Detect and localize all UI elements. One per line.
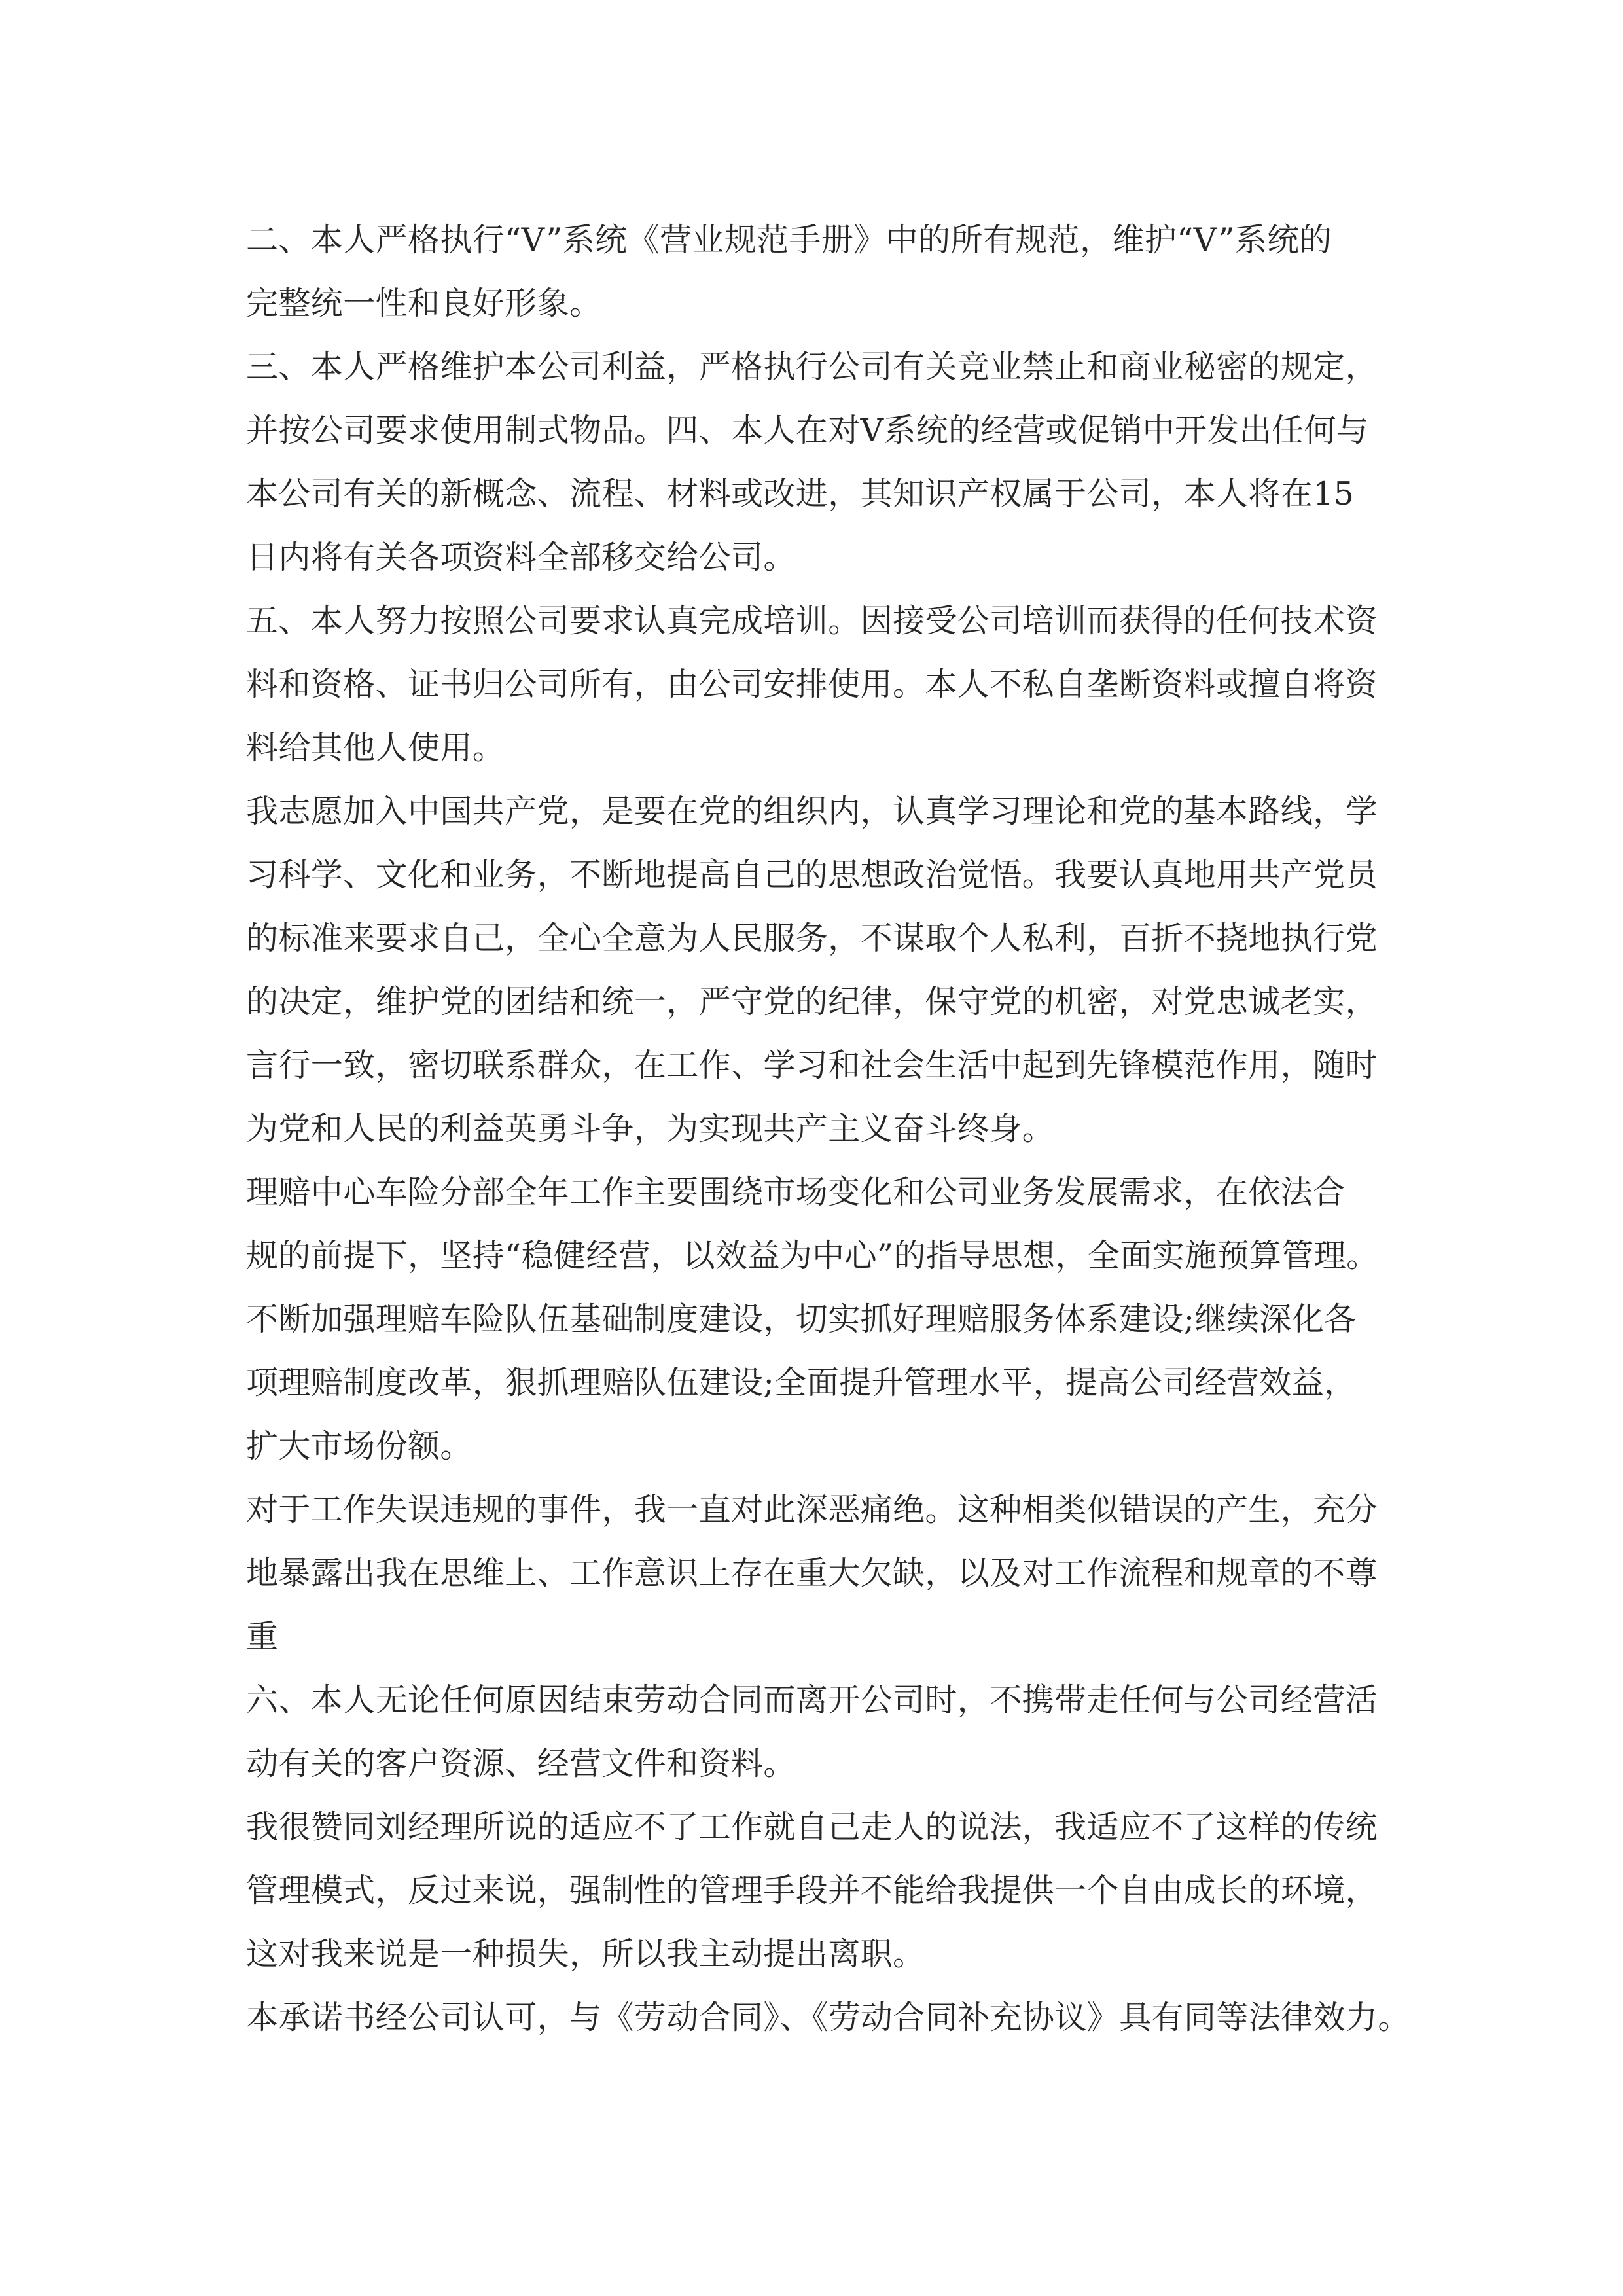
text-line: 六、本人无论任何原因结束劳动合同而离开公司时，不携带走任何与公司经营活 [246,1681,1378,1719]
text-line: 这对我来说是一种损失，所以我主动提出离职。 [246,1935,925,1973]
text-line: 规的前提下，坚持“稳健经营，以效益为中心”的指导思想，全面实施预算管理。 [246,1237,1379,1274]
text-line: 料给其他人使用。 [246,729,505,766]
text-line: 料和资格、证书归公司所有，由公司安排使用。本人不私自垄断资料或擅自将资 [246,666,1378,703]
text-line: 习科学、文化和业务，不断地提高自己的思想政治觉悟。我要认真地用共产党员 [246,856,1378,893]
text-line: 我很赞同刘经理所说的适应不了工作就自己走人的说法，我适应不了这样的传统 [246,1808,1378,1846]
text-line: 管理模式，反过来说，强制性的管理手段并不能给我提供一个自由成长的环境， [246,1872,1378,1909]
text-line: 三、本人严格维护本公司利益，严格执行公司有关竞业禁止和商业秘密的规定， [246,348,1378,386]
text-line: 本公司有关的新概念、流程、材料或改进，其知识产权属于公司，本人将在15 [246,475,1355,512]
text-line: 为党和人民的利益英勇斗争，为实现共产主义奋斗终身。 [246,1110,1055,1147]
text-line: 动有关的客户资源、经营文件和资料。 [246,1745,796,1782]
text-line: 言行一致，密切联系群众，在工作、学习和社会生活中起到先锋模范作用，随时 [246,1047,1378,1084]
text-line: 地暴露出我在思维上、工作意识上存在重大欠缺，以及对工作流程和规章的不尊 [246,1554,1378,1592]
text-line: 不断加强理赔车险队伍基础制度建设，切实抓好理赔服务体系建设;继续深化各 [246,1300,1357,1338]
text-line: 的决定，维护党的团结和统一，严守党的纪律，保守党的机密，对党忠诚老实， [246,983,1378,1020]
text-line: 的标准来要求自己，全心全意为人民服务，不谋取个人私利，百折不挠地执行党 [246,920,1378,957]
text-line: 项理赔制度改革，狠抓理赔队伍建设;全面提升管理水平，提高公司经营效益， [246,1364,1357,1401]
document-body [246,208,1410,2049]
text-line: 日内将有关各项资料全部移交给公司。 [246,539,796,576]
text-line: 并按公司要求使用制式物品。四、本人在对V系统的经营或促销中开发出任何与 [246,412,1369,449]
text-line: 我志愿加入中国共产党，是要在党的组织内，认真学习理论和党的基本路线，学 [246,793,1378,830]
text-line: 扩大市场份额。 [246,1427,473,1465]
text-line: 五、本人努力按照公司要求认真完成培训。因接受公司培训而获得的任何技术资 [246,602,1378,639]
text-line: 对于工作失误违规的事件，我一直对此深恶痛绝。这种相类似错误的产生，充分 [246,1491,1378,1528]
text-line: 重 [246,1618,279,1655]
text-line: 二、本人严格执行“V”系统《营业规范手册》中的所有规范，维护“V”系统的 [246,221,1332,259]
text-line: 完整统一性和良好形象。 [246,285,602,322]
text-line: 理赔中心车险分部全年工作主要围绕市场变化和公司业务发展需求，在依法合 [246,1174,1346,1211]
text-line: 本承诺书经公司认可，与《劳动合同》、《劳动合同补充协议》具有同等法律效力。 [246,1999,1410,2036]
